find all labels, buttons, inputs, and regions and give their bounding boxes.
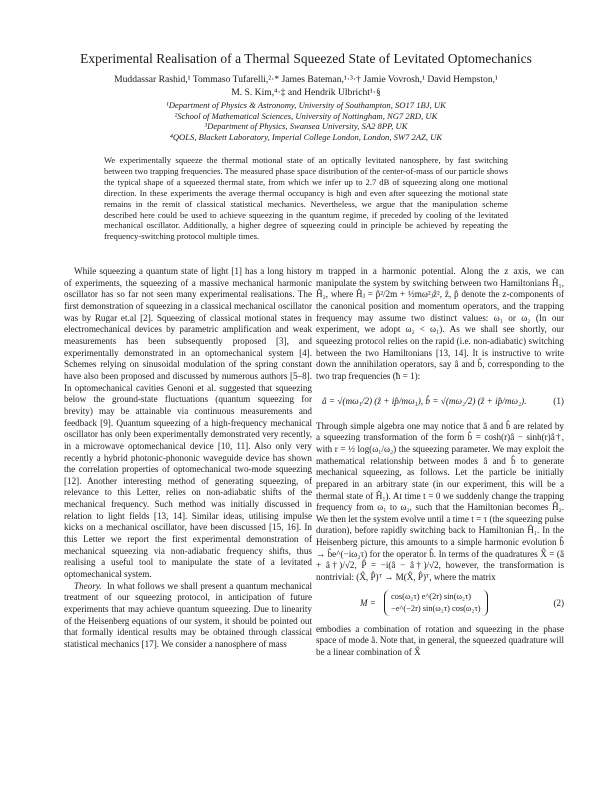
right-column: [316, 266, 564, 659]
equation-2-number: (2): [553, 597, 564, 608]
matrix-row: cos(ω₂τ) e^(2r) sin(ω₂τ): [391, 591, 472, 601]
matrix-body: [384, 590, 488, 616]
matrix-row: −e^(−2r) sin(ω₂τ) cos(ω₂τ): [391, 603, 481, 613]
intro-paragraph: While squeezing a quantum state of light [1] has a long history of experiments, the squeezing of a massive mechanical harmonic oscillator has so far not seen many experimental realisations. The first demonstration of squeezing in a classical mechanical oscillator was by Rugar et.al [2]. Squeezing of classical motional states in electromechanical devices by parametric amplification and weak measurements has been subsequently proposed [3], and experimentally demonstrated in an optomechanical system [4]. Schemes relying on sinusoidal modulation of the spring constant have also been proposed and discussed by numerous authors [5–8]. In optomechanical cavities Genoni et al. suggested that squeezing below the ground-state fluctuations (quantum squeezing for brevity) may be attainable via continuous measurements and feedback [9]. Quantum squeezing of a high-frequency mechanical oscillator has only been experimentally demonstrated very recently, in a microwave optomechanical device [10, 11]. Also only very recently a hybrid photonic-phononic waveguide device has shown the correlation properties of optomechanical two-mode squeezing [12]. Another interesting method of generating squeezing, of relevance to this Letter, relies on non-adiabatic shifts of the mechanical frequency. Such method was initially discussed in relation to light fields [13, 14]. Similar ideas, utilising impulse kicks on a mechanical oscillator, have been discussed [15, 16]. In this Letter we report the first experimental demonstration of mechanical squeezing via non-adiabatic frequency shifts, thus realising a useful tool to manipulate the state of a levitated optomechanical system.: [64, 266, 312, 580]
theory-text: In what follows we shall present a quantum mechanical treatment of our squeezing protocol, in anticipation of future experiments that may achieve quantum squeezing. Due to linearity of the Heisenberg equations of our system, it should be pointed out that formally identical results may be obtained through classical statistical mechanics [17]. We consider a nanosphere of mass: [64, 580, 313, 649]
equation-1: [316, 389, 564, 415]
affiliation: ³Department of Physics, Swansea University, SA2 8PP, UK: [204, 121, 408, 132]
squeezing-paragraph: Through simple algebra one may notice that â and b̂ are related by a squeezing transformation of the form b̂ = cosh(r)â − sinh(r)â†, with r = ½ log(ω₁/ω₂) the squeezing parameter. We may exploit the mathematical relationship between modes â and b̂ to generate mechanical squeezing, as follows. Let the particle be initially prepared in an arbitrary state (in our experiment, this will be a thermal state of Ĥ₁). At time t = 0 we suddenly change the trapping frequency from ω₁ to ω₂, such that the Hamiltonian becomes Ĥ₂. We then let the system evolve until a time t = τ (the squeezing pulse duration), before rapidly switching back to Hamiltonian Ĥ₁. In the Heisenberg picture, this amounts to a simple harmonic evolution b̂ → b̂e^(−iω₂τ) for the operator b̂. In terms of the quadratures X̂ = (â + â†)/√2, P̂ = −i(â − â†)/√2, however, the transformation is nontrivial: (X̂, P̂)ᵀ → M(X̂, P̂)ᵀ, where the matrix: [316, 420, 564, 583]
abstract: We experimentally squeeze the thermal motional state of an optically levitated nanosphere, by fast switching between two trapping frequencies. The measured phase space distribution of the center-of-mass of our particle shows the typical shape of a squeezed thermal state, from which we infer up to 2.7 dB of squeezing along one motional direction. In these experiments the average thermal occupancy is high and even after squeezing the motional state remains in the remit of classical statistical mechanics. Nevertheless, we argue that the manipulation scheme described here could be used to achieve squeezing in the quantum regime, if preceded by cooling of the levitated mechanical oscillator. Additionally, a higher degree of squeezing could in principle be achieved by repeating the frequency-switching protocol multiple times.: [104, 155, 508, 242]
rotation-paragraph: embodies a combination of rotation and squeezing in the phase space of mode â. Note that, in general, the squeezed quadrature will be a linear combination of X̂: [316, 623, 564, 658]
author-list: Muddassar Rashid,¹ Tommaso Tufarelli,²·* James Bateman,¹·³·† Jamie Vovrosh,¹ David Hempston,¹ M. S. Kim,⁴·‡ and Hendrik Ulbricht¹·§: [114, 74, 498, 98]
left-column: [64, 266, 312, 651]
affiliation-list: [60, 100, 552, 142]
equation-1-number: (1): [553, 395, 564, 406]
affiliation: ²School of Mathematical Sciences, University of Nottingham, NG7 2RD, UK: [174, 110, 438, 121]
paper-title: Experimental Realisation of a Thermal Squeezed State of Levitated Optomechanics: [80, 51, 532, 66]
hamiltonian-paragraph: m trapped in a harmonic potential. Along the z axis, we can manipulate the system by switching between two Hamiltonians Ĥ₁, Ĥ₂, where Ĥⱼ = p̂²/2m + ½mω²ⱼẑ², ẑ, p̂ denote the z-components of the canonical position and momentum operators, and the trapping frequency may assume two distinct values: ω₁ or ω₂ (In our experiment, we adopt ω₂ < ω₁). As we shall see shortly, our squeezing protocol relies on the rapid (i.e. non-adiabatic) switching between the two Hamiltonians [13, 14]. It is instructive to write down the annihilation operators, say â and b̂, corresponding to the two trap frequencies (ħ = 1):: [316, 266, 564, 381]
theory-paragraph: [64, 581, 312, 651]
matrix-lhs: M =: [360, 597, 376, 608]
equation-1-body: â = √(mω₁/2) (ẑ + ip̂/mω₁), b̂ = √(mω₂/2) (ẑ + ip̂/mω₂).: [322, 395, 527, 406]
affiliation: ⁴QOLS, Blackett Laboratory, Imperial College London, London, SW7 2AZ, UK: [169, 131, 443, 142]
theory-heading: Theory.: [74, 580, 102, 591]
equation-2: [316, 589, 564, 619]
affiliation: ¹Department of Physics & Astronomy, University of Southampton, SO17 1BJ, UK: [166, 100, 446, 110]
